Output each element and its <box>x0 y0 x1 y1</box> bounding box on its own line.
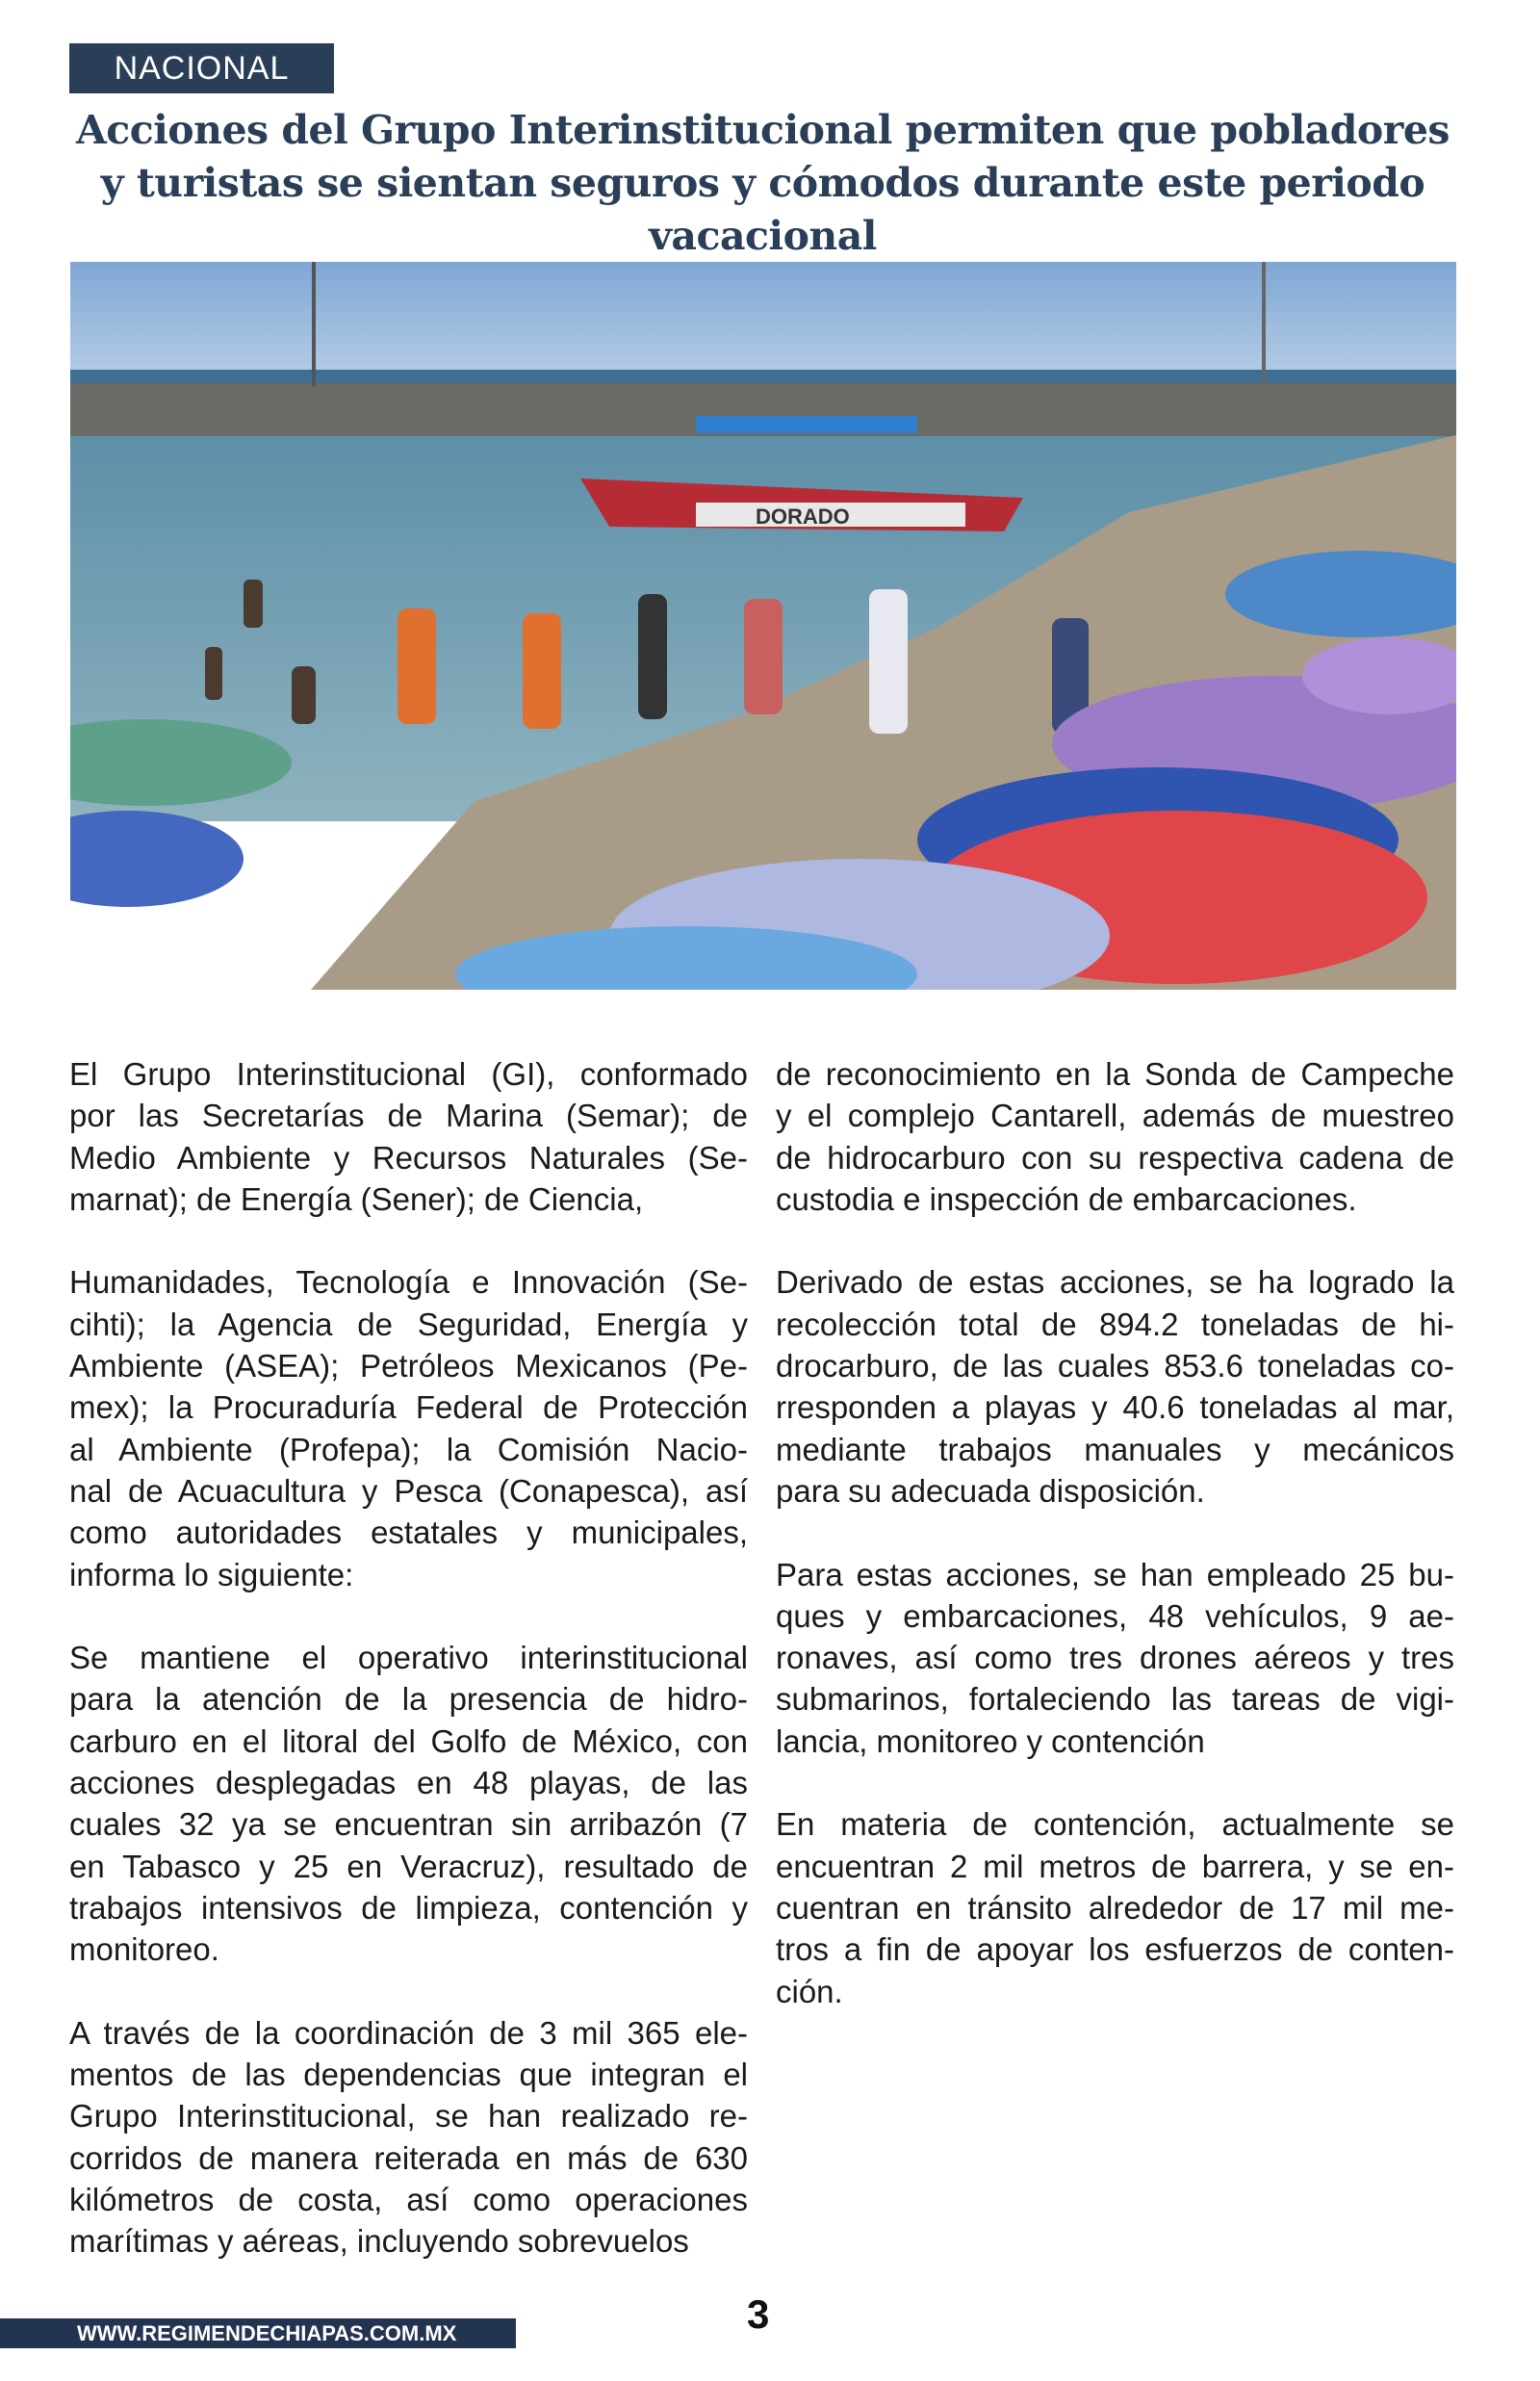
body-text-line: por las Secretarías de Marina (Semar); de <box>69 1098 748 1134</box>
body-text-line: monitoreo. <box>69 1931 219 1968</box>
body-text-line: para su adecuada disposición. <box>776 1472 1205 1509</box>
body-text-line: marítimas y aéreas, incluyendo sobrevuelos <box>69 2223 689 2260</box>
body-text-line: cuentran en tránsito alrededor de 17 mil me- <box>776 1889 1454 1926</box>
body-text-line: A través de la coordinación de 3 mil 365 ele- <box>69 2014 748 2051</box>
body-text-line: trabajos intensivos de limpieza, contención y <box>69 1889 748 1926</box>
body-text-line: como autoridades estatales y municipales, <box>69 1514 748 1551</box>
body-text-line: Para estas acciones, se han empleado 25 bu- <box>776 1556 1454 1592</box>
body-text-line: mediante trabajos manuales y mecánicos <box>776 1431 1454 1467</box>
body-text-line: ques y embarcaciones, 48 vehículos, 9 ae- <box>776 1597 1454 1634</box>
paragraph-gap <box>69 1220 748 1261</box>
paragraph-gap <box>776 1220 1454 1261</box>
body-text-line: Se mantiene el operativo interinstitucional <box>69 1640 748 1676</box>
headline-line: y turistas se sientan seguros y cómodos durante este periodo <box>100 160 1425 206</box>
body-text-line: ción. <box>776 1973 843 2009</box>
body-text-line: Ambiente (ASEA); Petróleos Mexicanos (Pe- <box>69 1348 748 1385</box>
body-text-line: custodia e inspección de embarcaciones. <box>776 1180 1357 1217</box>
body-text-line: al Ambiente (Profepa); la Comisión Nacio- <box>69 1431 748 1467</box>
body-text-line: de hidrocarburo con su respectiva cadena de <box>776 1139 1454 1176</box>
section-tag: NACIONAL <box>69 43 334 93</box>
body-text-line: kilómetros de costa, así como operaciones <box>69 2182 748 2218</box>
body-text-line: Derivado de estas acciones, se ha logrado la <box>776 1264 1454 1301</box>
body-text-line: recolección total de 894.2 toneladas de hi- <box>776 1306 1454 1342</box>
body-text-line: drocarburo, de las cuales 853.6 toneladas co- <box>776 1348 1454 1385</box>
body-text-line: cuales 32 ya se encuentran sin arribazón (7 <box>69 1806 748 1843</box>
website-link[interactable]: WWW.REGIMENDECHIAPAS.COM.MX <box>77 2320 457 2345</box>
body-text-line: acciones desplegadas en 48 playas, de las <box>69 1765 748 1801</box>
body-text-line: Grupo Interinstitucional, se han realizado re- <box>69 2098 748 2135</box>
body-text-line: y el complejo Cantarell, además de muestreo <box>776 1098 1454 1134</box>
body-text-line: submarinos, fortaleciendo las tareas de vigi- <box>776 1681 1454 1718</box>
beach-photo <box>70 262 1456 990</box>
body-text-line: encuentran 2 mil metros de barrera, y se en- <box>776 1848 1454 1884</box>
body-text-line: rresponden a playas y 40.6 toneladas al mar, <box>776 1389 1454 1426</box>
body-text-line: para la atención de la presencia de hidro- <box>69 1681 748 1718</box>
body-text-line: marnat); de Energía (Sener); de Ciencia, <box>69 1180 644 1217</box>
body-text-line: tros a fin de apoyar los esfuerzos de conten- <box>776 1931 1454 1968</box>
paragraph-gap <box>776 1762 1454 1803</box>
paragraph-gap <box>776 1512 1454 1553</box>
body-text-line: mentos de las dependencias que integran el <box>69 2057 748 2093</box>
body-text-line: cihti); la Agencia de Seguridad, Energía y <box>69 1306 748 1342</box>
body-text-line: El Grupo Interinstitucional (GI), conformado <box>69 1056 748 1092</box>
paragraph-gap <box>69 1971 748 2012</box>
boat-name: DORADO <box>756 505 850 529</box>
headline <box>69 104 1456 263</box>
body-text-line: nal de Acuacultura y Pesca (Conapesca), así <box>69 1472 748 1509</box>
body-text-line: informa lo siguiente: <box>69 1556 354 1592</box>
body-text-line: corridos de manera reiterada en más de 630 <box>69 2139 748 2176</box>
left-column <box>69 1053 748 2263</box>
body-text-line: lancia, monitoreo y contención <box>776 1722 1205 1759</box>
body-text-line: mex); la Procuraduría Federal de Protección <box>69 1389 748 1426</box>
website-footer[interactable] <box>0 2318 516 2348</box>
body-text-line: ronaves, así como tres drones aéreos y tres <box>776 1640 1454 1676</box>
headline-line: Acciones del Grupo Interinstitucional permiten que pobladores <box>75 107 1450 153</box>
headline-line: vacacional <box>649 213 877 259</box>
body-text-line: en Tabasco y 25 en Veracruz), resultado de <box>69 1848 748 1884</box>
body-text-line: carburo en el litoral del Golfo de México, con <box>69 1722 748 1759</box>
body-text-line: Medio Ambiente y Recursos Naturales (Se- <box>69 1139 748 1176</box>
body-text-line: de reconocimiento en la Sonda de Campeche <box>776 1056 1454 1092</box>
paragraph-gap <box>69 1595 748 1637</box>
right-column <box>776 1053 1454 2012</box>
body-text-line: En materia de contención, actualmente se <box>776 1806 1454 1843</box>
page-number: 3 <box>747 2291 770 2337</box>
body-text-line: Humanidades, Tecnología e Innovación (Se- <box>69 1264 748 1301</box>
